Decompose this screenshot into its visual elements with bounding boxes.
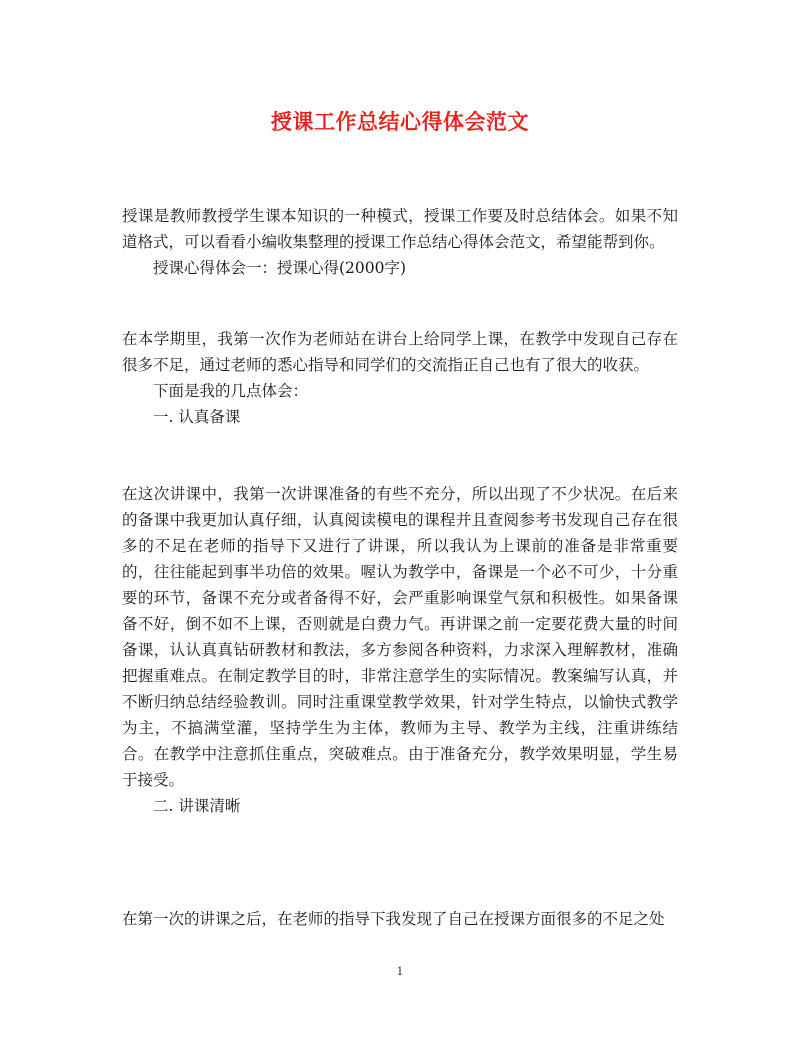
points-intro: 下面是我的几点体会： [153, 382, 309, 400]
document-title: 授课工作总结心得体会范文 [271, 109, 529, 134]
section-heading-part-one: 授课心得体会一：授课心得(2000字) [153, 259, 407, 277]
preparation-paragraph: 在这次讲课中，我第一次讲课准备的有些不充分，所以出现了不少状况。在后来的备课中我更加认真仔细，认真阅读模电的课程并且查阅参考书发现自己存在很多的不足在老师的指导下又进行了讲课，所以我认为上课前的准备是非常重要的，往往能起到事半功倍的效果。喔认为教学中，备课是一个必不可少，十分重要的环节，备课不充分或者备得不好，会严重影响课堂气氛和积极性。如果备课备不好，倒不如不上课，否则就是白费力气。再讲课之前一定要花费大量的时间备课，认认真真钻研教材和教法，多方参阅各种资料，力求深入理解教材，准确把握重难点。在制定教学目的时，非常注意学生的实际情况。教案编写认真，并不断归纳总结经验教训。同时注重课堂教学效果，针对学生特点，以愉快式教学为主，不搞满堂灌，坚持学生为主体，教师为主导、教学为主线，注重讲练结合。在教学中注意抓住重点，突破难点。由于准备充分，教学效果明显，学生易于接受。 [122, 485, 678, 789]
point-one-heading: 一. 认真备课 [153, 408, 241, 426]
intro-paragraph: 授课是教师教授学生课本知识的一种模式，授课工作要及时总结体会。如果不知道格式，可以看看小编收集整理的授课工作总结心得体会范文，希望能帮到你。 [122, 207, 678, 251]
preparation-block [122, 481, 678, 819]
lecture-block [122, 906, 678, 932]
point-two-heading: 二. 讲课清晰 [153, 797, 241, 815]
page-number: 1 [396, 965, 404, 978]
semester-block [122, 326, 678, 430]
lecture-paragraph: 在第一次的讲课之后，在老师的指导下我发现了自己在授课方面很多的不足之处 [122, 910, 665, 928]
intro-block [122, 203, 678, 281]
semester-paragraph: 在本学期里，我第一次作为老师站在讲台上给同学上课，在教学中发现自己存在很多不足，通过老师的悉心指导和同学们的交流指正自己也有了很大的收获。 [122, 330, 678, 374]
